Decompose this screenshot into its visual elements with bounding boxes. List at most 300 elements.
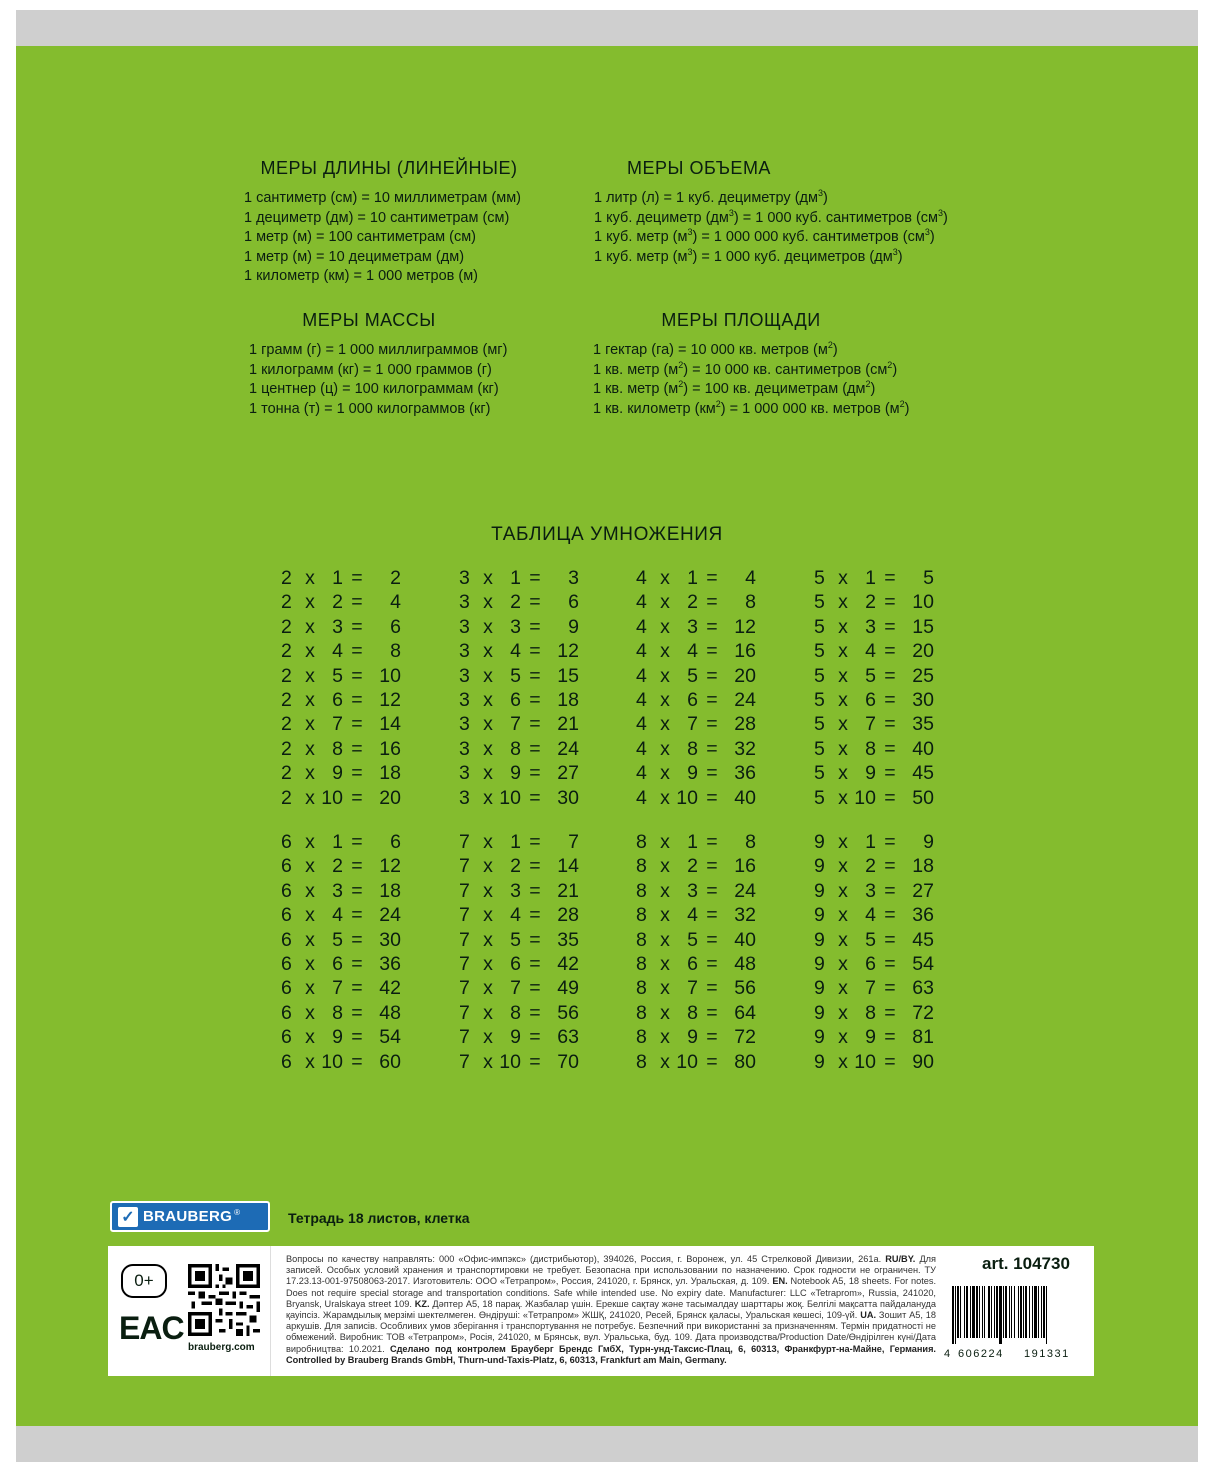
multiplication-cell: 36 <box>912 904 934 927</box>
multiplication-row <box>459 928 579 952</box>
multiplication-cell: x <box>838 737 848 760</box>
multiplication-cell: = <box>529 689 541 712</box>
multiplication-cell: = <box>884 591 896 614</box>
multiplication-cell: 30 <box>379 928 401 951</box>
multiplication-cell: x <box>838 664 848 687</box>
barcode-digits <box>944 1348 1094 1360</box>
multiplication-cell: x <box>305 928 315 951</box>
multiplication-row <box>459 879 579 903</box>
multiplication-cell: = <box>884 615 896 638</box>
multiplication-cell: 5 <box>510 664 521 687</box>
barcode-bar <box>1034 1286 1037 1338</box>
multiplication-cell: = <box>706 786 718 809</box>
multiplication-cell: 63 <box>912 977 934 1000</box>
multiplication-cell: 7 <box>459 953 470 976</box>
multiplication-cell: 90 <box>912 1050 934 1073</box>
multiplication-cell: 40 <box>912 737 934 760</box>
multiplication-cell: 10 <box>854 786 876 809</box>
multiplication-cell: 8 <box>636 904 647 927</box>
barcode-bar <box>1011 1286 1012 1338</box>
multiplication-column-9 <box>814 830 934 1074</box>
length-line: 1 километр (км) = 1 000 метров (м) <box>244 268 478 284</box>
multiplication-cell: x <box>838 855 848 878</box>
multiplication-cell: 14 <box>557 855 579 878</box>
multiplication-row <box>814 976 934 1000</box>
multiplication-cell: 7 <box>459 855 470 878</box>
multiplication-cell: 8 <box>636 1001 647 1024</box>
multiplication-cell: 3 <box>459 664 470 687</box>
multiplication-cell: 5 <box>814 786 825 809</box>
multiplication-cell: 9 <box>814 831 825 853</box>
multiplication-cell: 20 <box>912 640 934 663</box>
barcode-bar <box>1020 1286 1022 1338</box>
multiplication-cell: 3 <box>459 591 470 614</box>
multiplication-cell: 27 <box>912 879 934 902</box>
certification-area <box>108 1246 271 1376</box>
multiplication-cell: 10 <box>912 591 934 614</box>
multiplication-row <box>281 1001 401 1025</box>
multiplication-cell: 5 <box>814 591 825 614</box>
multiplication-cell: x <box>305 713 315 736</box>
multiplication-row <box>814 615 934 639</box>
multiplication-row <box>814 712 934 736</box>
length-line: 1 метр (м) = 100 сантиметрам (см) <box>244 229 477 245</box>
info-part: Зошит А5, 18 аркушів. Для записів. Особливих умов зберігання і транспортування не потребує. Безпечний при використанні за призначенням. Термін придатності не обмежений. Виробник: ТОВ «Тетрапром», Росія, 241020, м Брянськ, вул. Уральська, буд. 109. Дата производства/Production Date/Өндірілген күні/Дата виробництва: 10.2021. <box>286 1310 937 1354</box>
length-measures-title: МЕРЫ ДЛИНЫ (ЛИНЕЙНЫЕ) <box>260 158 518 178</box>
multiplication-row <box>281 664 401 688</box>
multiplication-cell: 2 <box>281 567 292 589</box>
multiplication-row <box>281 737 401 761</box>
multiplication-cell: x <box>838 904 848 927</box>
multiplication-row <box>281 976 401 1000</box>
multiplication-cell: 24 <box>379 904 401 927</box>
multiplication-row <box>814 639 934 663</box>
multiplication-column-3 <box>459 566 579 810</box>
multiplication-cell: = <box>529 831 541 853</box>
lang-tag: KZ. <box>414 1298 430 1309</box>
multiplication-cell: x <box>305 1050 315 1073</box>
length-measures-block <box>244 158 644 287</box>
multiplication-cell: = <box>884 1026 896 1049</box>
multiplication-row <box>636 566 756 590</box>
barcode-bar <box>1025 1286 1027 1338</box>
multiplication-row <box>281 688 401 712</box>
multiplication-cell: x <box>305 977 315 1000</box>
multiplication-row <box>281 761 401 785</box>
multiplication-cell: x <box>483 1050 493 1073</box>
multiplication-row <box>459 976 579 1000</box>
multiplication-row <box>636 903 756 927</box>
multiplication-cell: = <box>706 977 718 1000</box>
multiplication-cell: 7 <box>459 1050 470 1073</box>
barcode-bar <box>957 1286 959 1338</box>
multiplication-cell: 3 <box>568 567 579 589</box>
multiplication-cell: = <box>351 737 363 760</box>
multiplication-cell: = <box>351 713 363 736</box>
multiplication-cell: 6 <box>281 928 292 951</box>
multiplication-cell: x <box>838 567 848 589</box>
multiplication-cell: 2 <box>281 762 292 785</box>
mass-line: 1 тонна (т) = 1 000 килограммов (кг) <box>249 400 491 417</box>
multiplication-cell: x <box>838 831 848 853</box>
multiplication-cell: = <box>706 1001 718 1024</box>
multiplication-cell: x <box>483 713 493 736</box>
barcode-bar <box>982 1286 983 1338</box>
logo-text: BRAUBERG <box>143 1208 233 1225</box>
multiplication-row <box>459 786 579 810</box>
multiplication-cell: x <box>305 855 315 878</box>
barcode-bar <box>1014 1286 1015 1338</box>
multiplication-cell: x <box>838 953 848 976</box>
multiplication-cell: 7 <box>865 713 876 736</box>
multiplication-row <box>636 786 756 810</box>
multiplication-cell: x <box>660 928 670 951</box>
multiplication-cell: = <box>351 831 363 853</box>
multiplication-cell: 4 <box>636 762 647 785</box>
multiplication-cell: 1 <box>332 567 343 589</box>
multiplication-cell: = <box>529 640 541 663</box>
multiplication-cell: 6 <box>568 591 579 614</box>
multiplication-cell: 5 <box>687 664 698 687</box>
multiplication-cell: = <box>529 762 541 785</box>
multiplication-row <box>459 615 579 639</box>
multiplication-cell: = <box>529 855 541 878</box>
multiplication-cell: 7 <box>332 713 343 736</box>
multiplication-cell: = <box>529 737 541 760</box>
multiplication-cell: x <box>838 977 848 1000</box>
notebook-back-cover <box>16 46 1198 1426</box>
multiplication-cell: 15 <box>557 664 579 687</box>
multiplication-cell: = <box>884 953 896 976</box>
multiplication-row <box>459 590 579 614</box>
barcode-bar <box>991 1286 992 1338</box>
multiplication-cell: 1 <box>687 831 698 853</box>
multiplication-cell: = <box>351 953 363 976</box>
multiplication-cell: x <box>305 904 315 927</box>
multiplication-cell: = <box>529 928 541 951</box>
multiplication-cell: 8 <box>510 737 521 760</box>
multiplication-cell: 16 <box>379 737 401 760</box>
length-line: 1 метр (м) = 10 дециметрам (дм) <box>244 248 465 265</box>
multiplication-cell: 35 <box>557 928 579 951</box>
multiplication-cell: 5 <box>332 928 343 951</box>
multiplication-cell: 9 <box>865 762 876 785</box>
multiplication-cell: 14 <box>379 713 401 736</box>
multiplication-cell: 45 <box>912 762 934 785</box>
multiplication-cell: = <box>351 786 363 809</box>
multiplication-cell: 9 <box>814 977 825 1000</box>
multiplication-cell: x <box>660 786 670 809</box>
multiplication-cell: 7 <box>459 977 470 1000</box>
multiplication-cell: 6 <box>332 953 343 976</box>
multiplication-cell: x <box>660 567 670 589</box>
multiplication-cell: 12 <box>379 689 401 712</box>
barcode-icon <box>950 1286 1090 1344</box>
multiplication-cell: 6 <box>281 1001 292 1024</box>
multiplication-cell: x <box>838 591 848 614</box>
multiplication-row <box>281 786 401 810</box>
multiplication-cell: 6 <box>281 855 292 878</box>
multiplication-cell: 12 <box>734 615 756 638</box>
multiplication-cell: = <box>351 1001 363 1024</box>
multiplication-cell: x <box>660 713 670 736</box>
multiplication-cell: 6 <box>865 953 876 976</box>
barcode-bar <box>984 1286 985 1338</box>
multiplication-cell: 28 <box>734 713 756 736</box>
mass-measures-block <box>249 310 649 419</box>
multiplication-cell: = <box>529 591 541 614</box>
manufacturer-footer: Сделано под контролем Брауберг Брендс ГмбХ, Турн-унд-Таксис-Плац, 6, 60313, Франкфурт-на-Майне, Германия. Controlled by Brauberg Brands GmbH, Thurn-und-Taxis-Platz, 6, 60313, Frankfurt am Main, Germany. <box>286 1343 936 1365</box>
multiplication-cell: x <box>660 591 670 614</box>
multiplication-cell: 40 <box>734 928 756 951</box>
multiplication-cell: 42 <box>557 953 579 976</box>
multiplication-row <box>281 854 401 878</box>
multiplication-cell: = <box>706 591 718 614</box>
multiplication-cell: 10 <box>676 786 698 809</box>
multiplication-cell: x <box>305 737 315 760</box>
multiplication-cell: x <box>838 928 848 951</box>
multiplication-cell: 4 <box>636 591 647 614</box>
multiplication-cell: 2 <box>281 737 292 760</box>
length-line: 1 дециметр (дм) = 10 сантиметрам (см) <box>244 209 510 226</box>
multiplication-row <box>459 830 579 854</box>
multiplication-column-4 <box>636 566 756 810</box>
multiplication-cell: 7 <box>459 928 470 951</box>
barcode-bar <box>1023 1286 1024 1338</box>
multiplication-cell: 4 <box>510 904 521 927</box>
multiplication-cell: x <box>305 567 315 589</box>
multiplication-row <box>636 854 756 878</box>
multiplication-row <box>814 761 934 785</box>
multiplication-cell: 80 <box>734 1050 756 1073</box>
multiplication-cell: 2 <box>281 615 292 638</box>
multiplication-cell: 9 <box>687 1026 698 1049</box>
bottom-edge-band <box>16 1426 1198 1462</box>
multiplication-cell: x <box>838 640 848 663</box>
multiplication-cell: 56 <box>734 977 756 1000</box>
multiplication-cell: = <box>351 567 363 589</box>
multiplication-cell: x <box>660 762 670 785</box>
multiplication-cell: 4 <box>687 640 698 663</box>
multiplication-cell: = <box>529 953 541 976</box>
multiplication-cell: = <box>884 904 896 927</box>
multiplication-cell: x <box>660 855 670 878</box>
multiplication-cell: 56 <box>557 1001 579 1024</box>
multiplication-cell: 50 <box>912 786 934 809</box>
multiplication-cell: 4 <box>390 591 401 614</box>
multiplication-cell: 5 <box>814 664 825 687</box>
multiplication-cell: = <box>884 977 896 1000</box>
barcode-bar <box>1038 1286 1039 1338</box>
multiplication-cell: x <box>483 567 493 589</box>
barcode-bar <box>1005 1286 1007 1338</box>
mass-line: 1 центнер (ц) = 100 килограммам (кг) <box>249 381 499 397</box>
multiplication-cell: 36 <box>379 953 401 976</box>
multiplication-cell: = <box>884 664 896 687</box>
product-info-panel <box>108 1246 1094 1376</box>
multiplication-cell: 5 <box>814 713 825 736</box>
multiplication-row <box>814 688 934 712</box>
multiplication-cell: 9 <box>814 1001 825 1024</box>
multiplication-cell: 3 <box>510 879 521 902</box>
multiplication-cell: 3 <box>459 689 470 712</box>
multiplication-cell: x <box>305 1026 315 1049</box>
multiplication-cell: x <box>483 855 493 878</box>
multiplication-cell: 7 <box>459 904 470 927</box>
multiplication-cell: 7 <box>687 977 698 1000</box>
eac-mark: EAC <box>119 1310 184 1346</box>
multiplication-cell: 2 <box>510 855 521 878</box>
multiplication-row <box>814 830 934 854</box>
multiplication-cell: x <box>483 615 493 638</box>
multiplication-cell: = <box>884 855 896 878</box>
multiplication-cell: 2 <box>865 855 876 878</box>
multiplication-cell: 2 <box>332 591 343 614</box>
multiplication-cell: = <box>706 713 718 736</box>
multiplication-cell: 60 <box>379 1050 401 1073</box>
area-measures-title: МЕРЫ ПЛОЩАДИ <box>661 310 821 330</box>
barcode-bar <box>994 1286 995 1338</box>
multiplication-row <box>459 566 579 590</box>
multiplication-cell: 10 <box>379 664 401 687</box>
multiplication-cell: = <box>706 640 718 663</box>
multiplication-cell: = <box>884 1050 896 1073</box>
multiplication-cell: 5 <box>814 615 825 638</box>
multiplication-cell: 4 <box>636 664 647 687</box>
multiplication-cell: 18 <box>379 879 401 902</box>
legal-info-text <box>286 1254 936 1366</box>
multiplication-cell: 9 <box>332 762 343 785</box>
multiplication-cell: x <box>483 831 493 853</box>
multiplication-cell: 6 <box>281 904 292 927</box>
multiplication-cell: x <box>305 664 315 687</box>
multiplication-cell: 10 <box>321 786 343 809</box>
multiplication-cell: 3 <box>687 879 698 902</box>
area-line: 1 гектар (га) = 10 000 кв. метров $(м^2)$ <box>593 340 838 358</box>
multiplication-row <box>459 639 579 663</box>
multiplication-cell: = <box>351 928 363 951</box>
barcode-digit-group: 191331 <box>1024 1348 1070 1360</box>
multiplication-cell: 48 <box>379 1001 401 1024</box>
multiplication-cell: = <box>351 1050 363 1073</box>
multiplication-cell: 8 <box>510 1001 521 1024</box>
multiplication-cell: 54 <box>379 1026 401 1049</box>
multiplication-row <box>636 976 756 1000</box>
multiplication-row <box>459 1050 579 1074</box>
multiplication-cell: 8 <box>390 640 401 663</box>
multiplication-cell: 6 <box>510 953 521 976</box>
multiplication-cell: x <box>660 615 670 638</box>
multiplication-cell: 64 <box>734 1001 756 1024</box>
multiplication-cell: 2 <box>687 855 698 878</box>
multiplication-cell: 10 <box>854 1050 876 1073</box>
multiplication-cell: 40 <box>734 786 756 809</box>
multiplication-cell: x <box>483 977 493 1000</box>
multiplication-row <box>281 903 401 927</box>
multiplication-cell: 8 <box>332 737 343 760</box>
volume-line: 1 литр (л) = 1 куб. дециметру $(дм^3)$ <box>594 188 828 206</box>
barcode-bar <box>1046 1286 1047 1344</box>
multiplication-cell: = <box>351 689 363 712</box>
multiplication-cell: 10 <box>499 1050 521 1073</box>
multiplication-row <box>814 664 934 688</box>
multiplication-cell: = <box>351 904 363 927</box>
multiplication-row <box>459 712 579 736</box>
multiplication-cell: 6 <box>687 953 698 976</box>
multiplication-cell: 3 <box>687 615 698 638</box>
multiplication-row <box>636 1001 756 1025</box>
area-line: 1 кв. метр $(м^2) = 100$ кв. дециметрам $(дм^2)$ <box>593 379 876 397</box>
multiplication-cell: x <box>483 689 493 712</box>
age-rating-badge: 0+ <box>121 1264 167 1298</box>
multiplication-cell: x <box>660 904 670 927</box>
barcode-bar <box>976 1286 978 1338</box>
info-part: Вопросы по качеству направлять: 000 «Офис-импэкс» (дистрибьютор), 394026, Россия, г. Воронеж, ул. 45 Стрелковой Дивизии, 261а. <box>286 1254 882 1264</box>
website-link[interactable]: brauberg.com <box>188 1342 255 1353</box>
multiplication-cell: 3 <box>459 640 470 663</box>
multiplication-row <box>814 786 934 810</box>
multiplication-cell: 3 <box>332 879 343 902</box>
multiplication-cell: = <box>884 1001 896 1024</box>
multiplication-row <box>636 928 756 952</box>
multiplication-row <box>281 590 401 614</box>
multiplication-cell: x <box>660 664 670 687</box>
multiplication-cell: 48 <box>734 953 756 976</box>
multiplication-cell: = <box>351 762 363 785</box>
multiplication-cell: 6 <box>281 1050 292 1073</box>
multiplication-cell: 4 <box>636 689 647 712</box>
multiplication-cell: 15 <box>912 615 934 638</box>
multiplication-cell: x <box>483 904 493 927</box>
multiplication-cell: = <box>884 831 896 853</box>
multiplication-cell: 9 <box>814 1050 825 1073</box>
mass-line: 1 килограмм (кг) = 1 000 граммов (г) <box>249 361 492 378</box>
multiplication-cell: 12 <box>379 855 401 878</box>
multiplication-cell: 9 <box>687 762 698 785</box>
multiplication-cell: 2 <box>332 855 343 878</box>
info-part: Notebook A5, 18 sheets. For notes. Does not require special storage and transportation conditions. Safe while intended use. No expiry date. Manufacturer: LLC «Tetraprom», Russia, 241020, Bryansk, Uralskaya street 109. <box>286 1276 937 1309</box>
multiplication-cell: = <box>351 1026 363 1049</box>
multiplication-cell: 6 <box>281 953 292 976</box>
volume-line: 1 куб. дециметр $(дм^3) = 1$ 000 куб. сантиметров $(см^3)$ <box>594 207 948 226</box>
multiplication-cell: 30 <box>912 689 934 712</box>
multiplication-cell: 1 <box>687 567 698 589</box>
multiplication-cell: x <box>660 1001 670 1024</box>
qr-code-icon[interactable] <box>188 1264 260 1336</box>
multiplication-row <box>636 664 756 688</box>
multiplication-cell: 16 <box>734 855 756 878</box>
multiplication-cell: x <box>838 689 848 712</box>
multiplication-cell: 3 <box>510 615 521 638</box>
multiplication-cell: = <box>529 879 541 902</box>
multiplication-row <box>459 952 579 976</box>
multiplication-cell: 12 <box>557 640 579 663</box>
multiplication-cell: 5 <box>865 664 876 687</box>
barcode-bar <box>1032 1286 1033 1338</box>
multiplication-cell: x <box>660 831 670 853</box>
multiplication-cell: = <box>706 1050 718 1073</box>
multiplication-cell: 5 <box>865 928 876 951</box>
multiplication-cell: x <box>660 640 670 663</box>
multiplication-cell: 8 <box>865 737 876 760</box>
multiplication-cell: = <box>529 977 541 1000</box>
multiplication-cell: 16 <box>734 640 756 663</box>
multiplication-cell: 6 <box>281 977 292 1000</box>
multiplication-cell: 8 <box>745 831 756 853</box>
lang-tag: RU/BY. <box>885 1254 916 1264</box>
multiplication-cell: 8 <box>687 737 698 760</box>
multiplication-column-5 <box>814 566 934 810</box>
